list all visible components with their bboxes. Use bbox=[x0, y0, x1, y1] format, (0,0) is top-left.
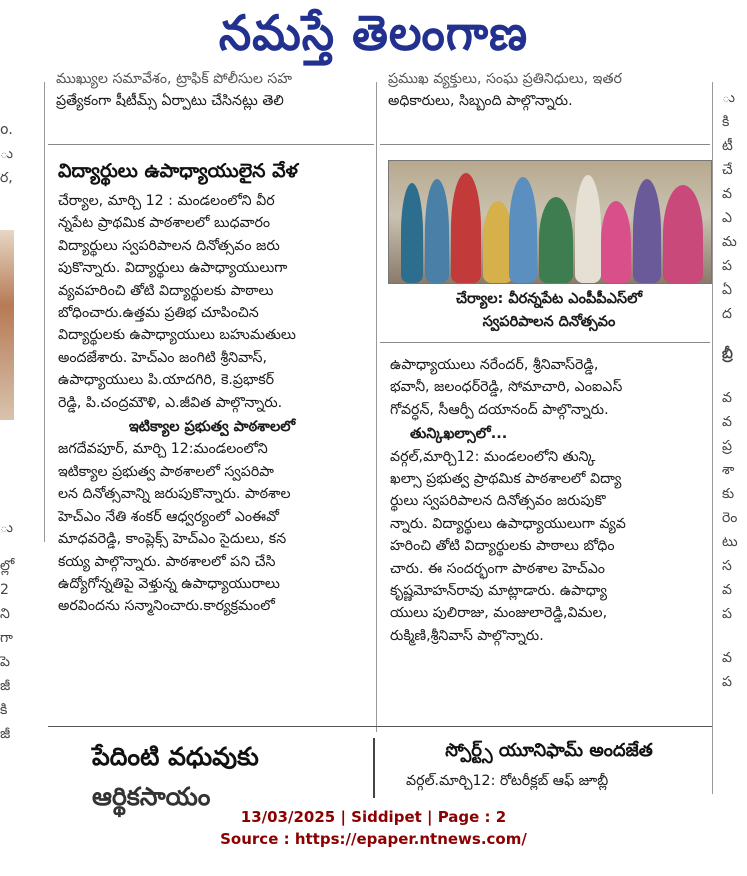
article-line: రుక్మిణి,శ్రీనివాస్ పాల్గొన్నారు. bbox=[390, 627, 544, 644]
article-line: ఖల్సా ప్రభుత్వ ప్రాథమిక పాఠశాలలో విద్యా bbox=[390, 471, 622, 488]
masthead-title: నమస్తే తెలంగాణ bbox=[218, 4, 529, 62]
edge-fragment: వ bbox=[722, 582, 732, 598]
newspaper-page bbox=[0, 71, 747, 811]
edge-fragment: టు bbox=[722, 534, 738, 550]
top-left-fragment bbox=[56, 71, 368, 134]
edge-fragment: ప్ర bbox=[722, 438, 732, 454]
article-line: విద్యార్థులకు ఉపాధ్యాయులు బహుమతులు bbox=[58, 327, 296, 344]
edge-fragment: కి bbox=[722, 114, 730, 130]
column-rule bbox=[712, 82, 713, 794]
article-line: చారు. ఈ సందర్భంగా పాఠశాల హెచ్ఎం bbox=[390, 560, 605, 577]
edge-fragment: బ్రీ bbox=[722, 346, 733, 362]
article-sports-uniform bbox=[388, 738, 710, 792]
article-line: హరించి తోటి విద్యార్థులకు పాఠాలు బోధిం bbox=[390, 538, 615, 555]
cut-line: ప్రముఖ వ్యక్తులు, సంఘ ప్రతినిధులు, ఇతర bbox=[388, 71, 622, 87]
article-headline: పేదింటి వధువుకు bbox=[92, 742, 259, 771]
caption-line: స్వపరిపాలన దినోత్సవం bbox=[482, 314, 616, 330]
edge-fragment: కు bbox=[722, 486, 735, 502]
top-right-fragment bbox=[388, 71, 708, 134]
article-line: రెడ్డి, పి.చంద్రమౌళి, ఎ.జీవిత పాల్గొన్నారు. bbox=[58, 394, 283, 411]
article-line: ఉద్యోగోన్నతిపై వెళ్తున్న ఉపాధ్యాయురాలు bbox=[58, 575, 280, 592]
article-headline: స్పోర్ట్స్ యూనిఫామ్ అందజేత bbox=[445, 740, 653, 761]
edge-fragment: వ bbox=[722, 186, 732, 202]
column-rule bbox=[373, 738, 375, 798]
fragment-line: అధికారులు, సిబ్బంది పాల్గొన్నారు. bbox=[388, 93, 573, 110]
edge-fragment: ర, bbox=[0, 170, 13, 186]
edge-fragment: వ bbox=[722, 390, 732, 406]
article-students-teachers bbox=[58, 158, 366, 618]
edge-fragment: జీ bbox=[0, 678, 11, 694]
edge-fragment: ఏ bbox=[722, 282, 732, 298]
article-subhead: ఇటిక్యాల ప్రభుత్వ పాఠశాలలో bbox=[128, 419, 296, 436]
right-edge-column bbox=[722, 82, 747, 794]
edge-fragment: టీ bbox=[722, 138, 733, 154]
article-bride-headline bbox=[92, 738, 362, 816]
cut-line: ముఖ్యుల సమావేశం, ట్రాఫిక్ పోలీసుల సహ bbox=[56, 71, 293, 87]
edge-fragment: జీ bbox=[0, 726, 11, 742]
article-line: ఉపాధ్యాయులు నరేందర్, శ్రీనివాస్‌రెడ్డి, bbox=[390, 357, 599, 373]
article-line: బోధించారు.ఉత్తమ ప్రతిభ చూపించిన bbox=[58, 305, 259, 322]
article-line: చేర్యాల, మార్చి 12 : మండలంలోని వీర bbox=[58, 193, 275, 209]
edge-fragment: రెం bbox=[722, 510, 738, 526]
edge-fragment: ల్లో bbox=[0, 558, 15, 574]
article-line: గోవర్ధన్, సీఆర్పీ దయానంద్ పాల్గొన్నారు. bbox=[390, 401, 609, 418]
edge-fragment: స bbox=[722, 558, 732, 574]
article-line: మాధవరెడ్డి, కాంప్లెక్స్ హెచ్ఎం సైదులు, కన bbox=[58, 531, 287, 548]
edge-fragment: ఎ bbox=[722, 210, 732, 226]
edge-fragment: వ bbox=[722, 650, 732, 666]
column-rule bbox=[376, 82, 377, 732]
caption-line: చేర్యాల: వీరన్నపేట ఎంపీపీఎస్‌లో bbox=[455, 291, 642, 307]
section-rule bbox=[48, 144, 374, 145]
page-footer bbox=[0, 806, 747, 850]
section-rule bbox=[48, 726, 712, 727]
article-line: యులు పులిరాజు, మంజులారెడ్డి,విమల, bbox=[390, 605, 608, 622]
footer-source-line: Source : https://epaper.ntnews.com/ bbox=[220, 830, 527, 848]
article-line: జగదేవపూర్, మార్చి 12:మండలంలోని bbox=[58, 441, 268, 458]
left-edge-column bbox=[0, 82, 22, 794]
article-headline: విద్యార్థులు ఉపాధ్యాయులైన వేళ bbox=[58, 160, 298, 182]
edge-fragment: ు bbox=[722, 90, 735, 106]
footer-date-line: 13/03/2025 | Siddipet | Page : 2 bbox=[240, 808, 507, 826]
edge-fragment: ు bbox=[0, 520, 13, 536]
article-headline-cut: ఆర్థికసాయం bbox=[92, 782, 211, 811]
article-line: హెచ్ఎం నేతి శంకర్ ఆధ్వర్యంలో ఎంఈవో bbox=[58, 508, 280, 525]
article-line: భవానీ, జలంధర్‌రెడ్డి, సోమాచారి, ఎంఐఎస్ bbox=[390, 379, 623, 396]
column-rule bbox=[44, 82, 45, 542]
edge-fragment: ద bbox=[722, 306, 732, 322]
edge-fragment: మ bbox=[722, 234, 737, 250]
article-line: వ్యవహరించి తోటి విద్యార్థులకు పాఠాలు bbox=[58, 282, 274, 299]
article-line: విద్యార్థులు స్వపరిపాలన దినోత్సవం జరు bbox=[58, 237, 280, 254]
article-line: కయ్య పాల్గొన్నారు. పాఠశాలలో పని చేసి bbox=[58, 553, 276, 570]
article-line: ర్థులు స్వపరిపాలన దినోత్సవం జరుపుకొ bbox=[390, 493, 606, 510]
edge-fragment: పె bbox=[0, 654, 10, 670]
article-line: న్నారు. విద్యార్థులు ఉపాధ్యాయులుగా వ్యవ bbox=[390, 515, 626, 532]
edge-fragment: 2 bbox=[0, 582, 9, 598]
article-line: ఉపాధ్యాయులు పి.యాదగిరి, కె.ప్రభాకర్ bbox=[58, 372, 275, 389]
section-rule bbox=[380, 144, 710, 145]
edge-fragment: శా bbox=[722, 462, 735, 478]
edge-fragment: గా bbox=[0, 630, 13, 646]
article-line: అరవిందను సన్మానించారు.కార్యక్రమంలో bbox=[58, 598, 275, 615]
fragment-line: ప్రత్యేకంగా షీటీమ్స్ ఏర్పాటు చేసినట్లు తెలి bbox=[56, 93, 284, 110]
article-line: న్నపేట ప్రాథమిక పాఠశాలలో బుధవారం bbox=[58, 215, 271, 232]
article-line: లన దినోత్సవాన్ని జరుపుకొన్నారు. పాఠశాల bbox=[58, 486, 291, 503]
article-subhead: తున్కిఖల్సాలో... bbox=[410, 426, 508, 443]
edge-fragment: ప bbox=[722, 674, 732, 690]
edge-fragment: వ bbox=[722, 414, 732, 430]
article-line: వర్గల్,మార్చి12: మండలంలోని తున్కి bbox=[390, 448, 596, 465]
article-continued bbox=[390, 354, 708, 647]
section-rule bbox=[380, 342, 710, 343]
edge-photo bbox=[0, 230, 14, 420]
edge-fragment: ు bbox=[0, 146, 13, 162]
article-line: పుకొన్నారు. విద్యార్థులు ఉపాధ్యాయులుగా bbox=[58, 260, 288, 277]
edge-fragment: చే bbox=[722, 162, 733, 178]
edge-fragment: కి bbox=[0, 702, 8, 718]
article-line: ఇటిక్యాల ప్రభుత్వ పాఠశాలలో స్వపరిపా bbox=[58, 463, 274, 480]
edge-fragment: ప bbox=[722, 258, 732, 274]
article-line: అందజేశారు. హెచ్ఎం జంగిటి శ్రీనివాస్, bbox=[58, 349, 267, 366]
article-line: వర్గల్.మార్చి12: రోటరీక్లబ్ ఆఫ్ జూబ్లీ bbox=[406, 773, 609, 789]
edge-fragment: ని bbox=[0, 606, 10, 622]
masthead bbox=[0, 0, 747, 78]
article-line: కృష్ణమోహన్‌రావు మాట్లాడారు. ఉపాధ్యా bbox=[390, 583, 608, 600]
photo-caption bbox=[388, 288, 710, 334]
news-photo bbox=[388, 160, 712, 284]
edge-fragment: o. bbox=[0, 122, 13, 138]
edge-fragment: ప bbox=[722, 606, 732, 622]
